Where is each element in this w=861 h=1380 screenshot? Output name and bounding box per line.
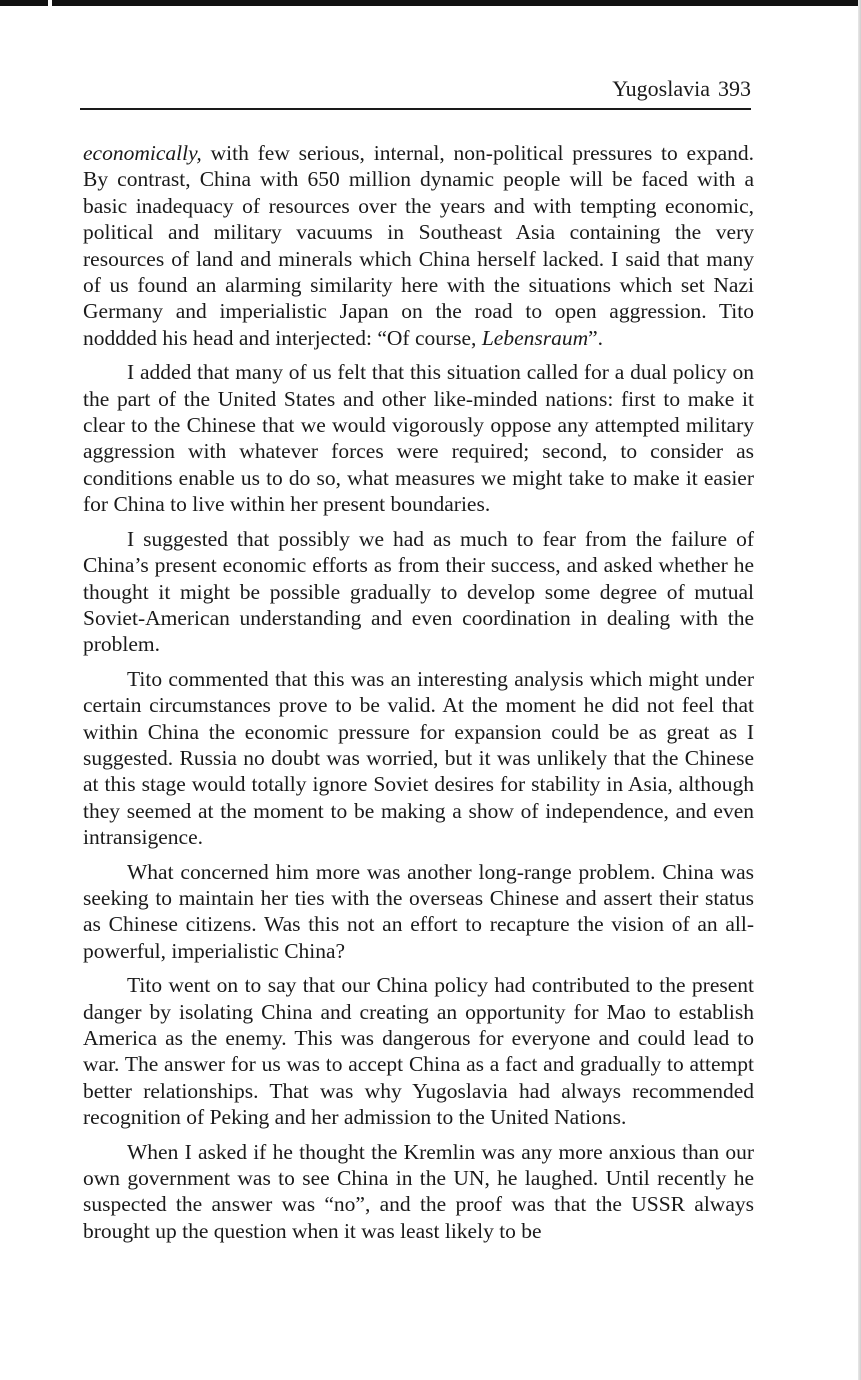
paragraph-4: Tito commented that this was an interesting analysis which might under certain circumstances prove to be valid. At the moment he did not feel that within China the economic pressure for expansion could be as great as I suggested. Russia no doubt was worried, but it was unlikely that the Chinese at this stage would totally ignore Soviet desires for stability in Asia, although they seemed at the moment to be making a show of independence, and even intransigence. [83,666,754,850]
running-header [80,74,751,110]
paragraph-7: When I asked if he thought the Kremlin was any more anxious than our own government was to see China in the UN, he laughed. Until recently he suspected the answer was “no”, and the proof was that the USSR always brought up the question when it was least likely to be [83,1139,754,1243]
paragraph-1-end: ”. [588,325,604,350]
paragraph-1-text: with few serious, internal, non-political pressures to expand. By contrast, China with 650 million dynamic people will be faced with a basic inadequacy of resources over the years and with tempting economic, political and military vacuums in Southeast Asia containing the very resources of land and minerals which China herself lacked. I said that many of us found an alarming similarity here with the situations which set Nazi Germany and imperialistic Japan on the road to open aggression. Tito noddded his head and interjected: “Of course, [83,141,754,350]
border-notch [48,0,52,6]
page-top-border [0,0,861,6]
italic-start: economically, [83,141,202,165]
italic-term: Lebensraum [481,325,589,350]
paragraph-5: What concerned him more was another long-range problem. China was seeking to maintain her ties with the overseas Chinese and assert their status as Chinese citizens. Was this not an effort to recapture the vision of an all-powerful, imperialistic China? [83,859,754,963]
paragraph-6: Tito went on to say that our China policy had contributed to the present danger by isolating China and creating an opportunity for Mao to establish America as the enemy. This was dangerous for everyone and could lead to war. The answer for us was to accept China as a fact and gradually to attempt better relationships. That was why Yugoslavia had always recommended recognition of Peking and her admission to the United Nations. [83,973,754,1130]
page-body [83,140,754,1244]
paragraph-3: I suggested that possibly we had as much to fear from the failure of China’s present economic efforts as from their success, and asked whether he thought it might be possible gradually to develop some degree of mutual Soviet-American understanding and even coordination in dealing with the problem. [83,526,754,657]
running-title: Yugoslavia [612,76,710,101]
paragraph-1 [83,140,754,351]
page-number: 393 [718,76,751,101]
paragraph-2: I added that many of us felt that this situation called for a dual policy on the part of the United States and other like-minded nations: first to make it clear to the Chinese that we would vigorously oppose any attempted military aggression with whatever forces were required; second, to consider as conditions enable us to do so, what measures we might take to make it easier for China to live within her present boundaries. [83,360,754,517]
